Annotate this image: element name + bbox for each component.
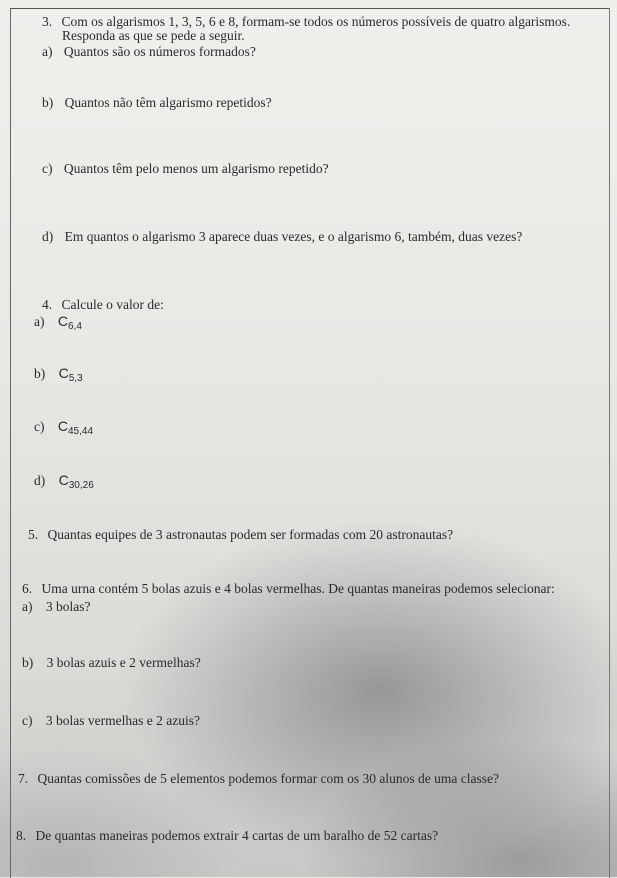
q3-a-label: a) (42, 44, 53, 59)
q6-item-c (22, 713, 200, 729)
q4-a-expression (57, 313, 82, 332)
page-border-right (609, 8, 610, 878)
q3-b-label: b) (42, 95, 54, 110)
q5 (28, 527, 453, 543)
q4-b-symbol: C (58, 365, 69, 381)
q3-item-d (42, 229, 522, 245)
q3-item-a (42, 44, 256, 60)
q6-item-a (22, 599, 91, 615)
q4-c-subscript: 45,44 (68, 426, 94, 437)
page-border-top (10, 8, 610, 9)
q4-item-b (34, 365, 83, 384)
q6-a-label: a) (22, 599, 33, 614)
q6-c-label: c) (22, 713, 33, 728)
q4-stem-text: Calcule o valor de: (61, 297, 164, 312)
q6-b-label: b) (22, 655, 34, 670)
q3-item-b (42, 95, 272, 111)
q4-d-symbol: C (58, 472, 69, 488)
q4-c-symbol: C (57, 418, 68, 434)
q4-stem (42, 297, 164, 313)
q7-number: 7. (18, 771, 29, 786)
q4-d-subscript: 30,26 (68, 480, 94, 491)
q4-b-expression (58, 365, 83, 384)
q4-d-expression (58, 472, 94, 491)
q4-item-d (34, 472, 94, 491)
q3-d-label: d) (42, 229, 54, 244)
q3-b-text: Quantos não têm algarismo repetidos? (64, 95, 272, 110)
q3-stem2: Responda as que se pede a seguir. (62, 28, 245, 43)
q4-a-symbol: C (57, 313, 68, 329)
q4-a-label: a) (34, 314, 45, 329)
q4-number: 4. (42, 297, 53, 312)
q6-c-text: 3 bolas vermelhas e 2 azuis? (45, 713, 200, 728)
q6-stem-text: Uma urna contém 5 bolas azuis e 4 bolas vermelhas. De quantas maneiras podemos selecionar: (41, 581, 555, 596)
q7-text: Quantas comissões de 5 elementos podemos formar com os 30 alunos de uma classe? (37, 771, 500, 786)
q6-number: 6. (22, 581, 33, 596)
q8-number: 8. (16, 828, 27, 843)
q8 (16, 828, 438, 844)
q4-b-subscript: 5,3 (68, 373, 83, 384)
q4-c-label: c) (34, 419, 45, 434)
q4-b-label: b) (34, 366, 46, 381)
q5-text: Quantas equipes de 3 astronautas podem ser formadas com 20 astronautas? (47, 527, 454, 542)
q3-item-c (42, 161, 329, 177)
q4-c-expression (57, 418, 94, 437)
q4-item-c (34, 418, 93, 437)
q3-c-text: Quantos têm pelo menos um algarismo repetido? (63, 161, 329, 176)
q6-b-text: 3 bolas azuis e 2 vermelhas? (46, 655, 201, 670)
q5-number: 5. (28, 527, 39, 542)
page-border-left (10, 8, 11, 878)
q3-c-label: c) (42, 161, 53, 176)
q4-a-subscript: 6,4 (68, 321, 82, 332)
q6-stem (22, 581, 555, 597)
q3-number: 3. (42, 14, 53, 29)
q3-a-text: Quantos são os números formados? (63, 44, 256, 59)
q3-d-text: Em quantos o algarismo 3 aparece duas vezes, e o algarismo 6, também, duas vezes? (64, 229, 523, 244)
q7 (18, 771, 499, 787)
q4-item-a (34, 313, 82, 332)
q8-text: De quantas maneiras podemos extrair 4 cartas de um baralho de 52 cartas? (35, 828, 439, 843)
q4-d-label: d) (34, 473, 46, 488)
q6-item-b (22, 655, 201, 671)
q6-a-text: 3 bolas? (45, 599, 91, 614)
q3-stem1: Com os algarismos 1, 3, 5, 6 e 8, formam-se todos os números possíveis de quatro algarismos. (61, 14, 571, 29)
